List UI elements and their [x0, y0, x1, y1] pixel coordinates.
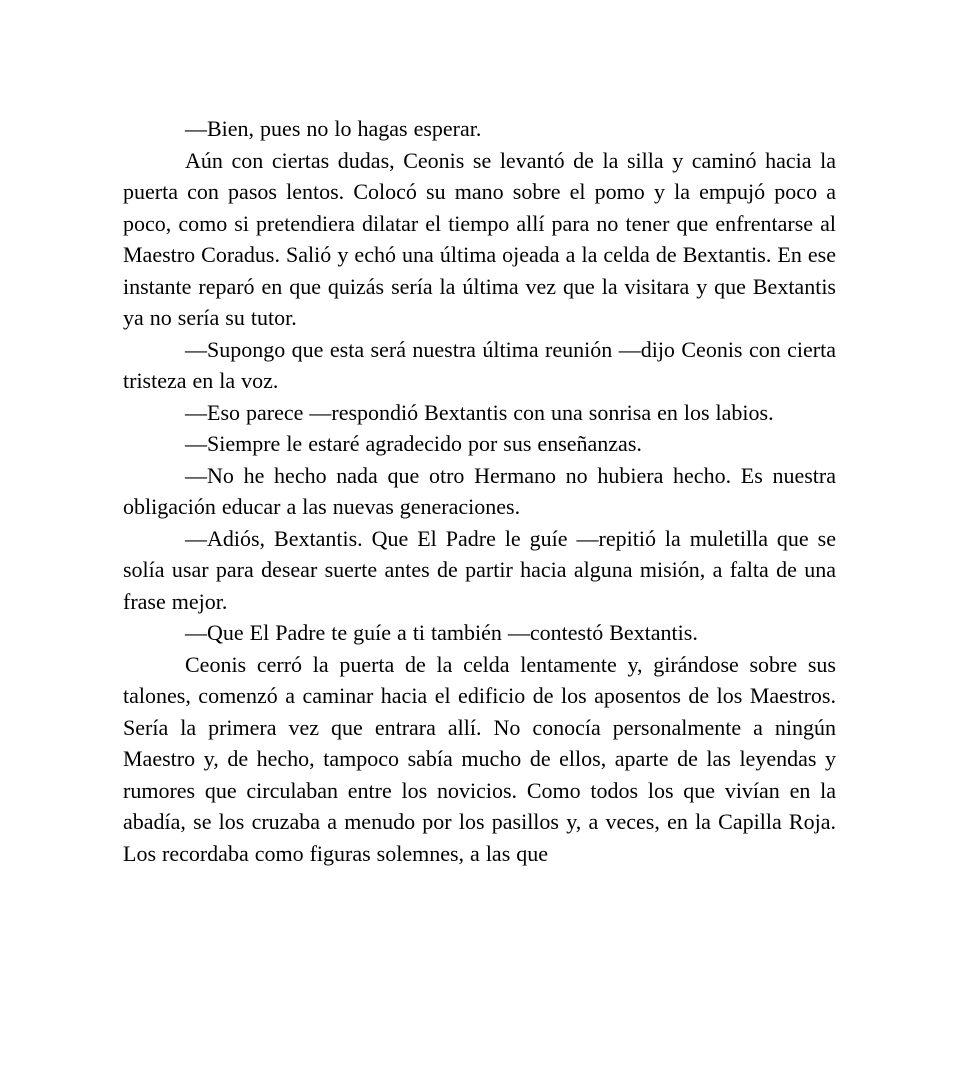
paragraph-narration: Ceonis cerró la puerta de la celda lentamente y, girándose sobre sus talones, comenzó a caminar hacia el edificio de los aposentos de los Maestros. Sería la primera vez que entrara allí. No conocía personalmente a ningún Maestro y, de hecho, tampoco sabía mucho de ellos, aparte de las leyendas y rumores que circulaban entre los novicios. Como todos los que vivían en la abadía, se los cruzaba a menudo por los pasillos y, a veces, en la Capilla Roja. Los recordaba como figuras solemnes, a las que — [123, 651, 836, 866]
paragraph-dialogue: —No he hecho nada que otro Hermano no hubiera hecho. Es nuestra obligación educar a las nuevas generaciones. — [123, 462, 836, 519]
paragraph-dialogue: —Siempre le estaré agradecido por sus enseñanzas. — [185, 431, 642, 456]
paragraph-dialogue: —Eso parece —respondió Bextantis con una sonrisa en los labios. — [185, 399, 774, 425]
paragraph-dialogue: —Adiós, Bextantis. Que El Padre le guíe —repitió la muletilla que se solía usar para desear suerte antes de partir hacia alguna misión, a falta de una frase mejor. — [123, 525, 836, 614]
paragraph-dialogue: —Que El Padre te guíe a ti también —contestó Bextantis. — [185, 620, 698, 645]
paragraph-dialogue: —Supongo que esta será nuestra última reunión —dijo Ceonis con cierta tristeza en la voz. — [123, 336, 836, 393]
paragraph-dialogue: —Bien, pues no lo hagas esperar. — [185, 116, 482, 141]
text-block — [123, 113, 836, 869]
paragraph-narration: Aún con ciertas dudas, Ceonis se levantó de la silla y caminó hacia la puerta con pasos lentos. Colocó su mano sobre el pomo y la empujó poco a poco, como si pretendiera dilatar el tiempo allí para no tener que enfrentarse al Maestro Coradus. Salió y echó una última ojeada a la celda de Bextantis. En ese instante reparó en que quizás sería la última vez que la visitara y que Bextantis ya no sería su tutor. — [123, 147, 836, 330]
